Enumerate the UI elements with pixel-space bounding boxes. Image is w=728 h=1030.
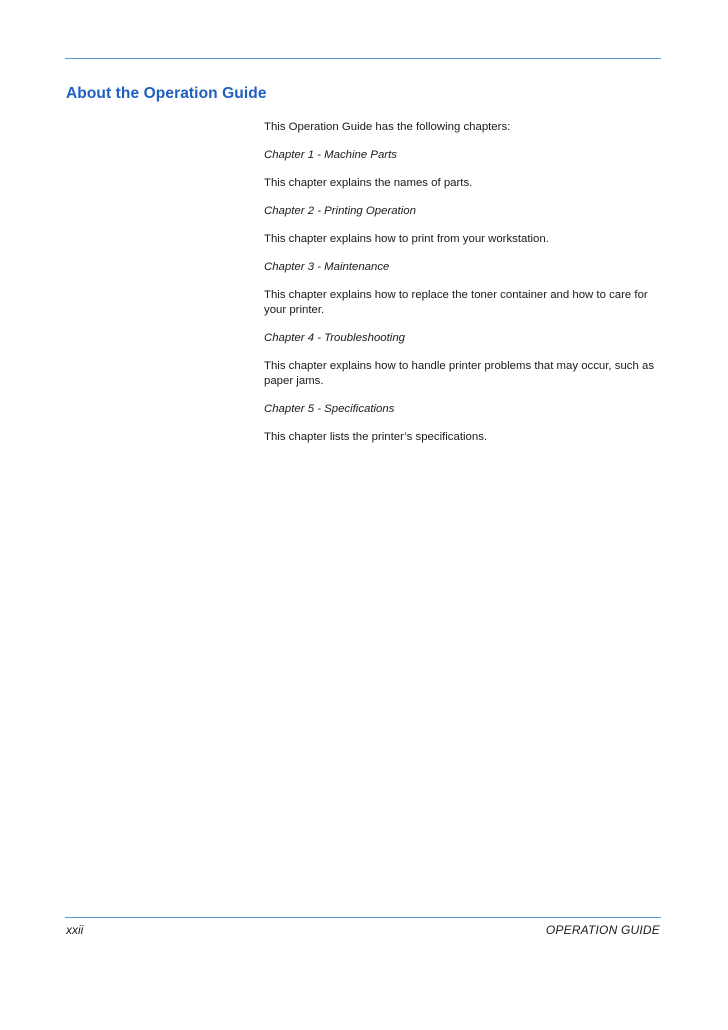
chapter-5-title: Chapter 5 - Specifications (264, 403, 395, 415)
chapter-1-description: This chapter explains the names of parts. (264, 177, 473, 189)
chapter-2-title: Chapter 2 - Printing Operation (264, 205, 416, 217)
intro-text: This Operation Guide has the following chapters: (264, 121, 511, 133)
chapter-1-title: Chapter 1 - Machine Parts (264, 149, 397, 161)
footer-rule (65, 917, 661, 918)
chapter-4-description: This chapter explains how to handle printer problems that may occur, such as paper jams. (264, 360, 655, 387)
page-number: xxii (66, 923, 84, 937)
chapter-3-title: Chapter 3 - Maintenance (264, 261, 390, 273)
chapter-2-description: This chapter explains how to print from your workstation. (264, 233, 549, 245)
header-rule (65, 58, 661, 59)
chapter-5-description: This chapter lists the printer’s specifications. (264, 431, 488, 443)
section-title: About the Operation Guide (66, 85, 267, 102)
chapter-list (264, 120, 662, 458)
footer-guide-name: OPERATION GUIDE (545, 923, 660, 937)
chapter-4-title: Chapter 4 - Troubleshooting (264, 332, 405, 344)
chapter-3-description: This chapter explains how to replace the toner container and how to care for your printer. (264, 289, 648, 316)
